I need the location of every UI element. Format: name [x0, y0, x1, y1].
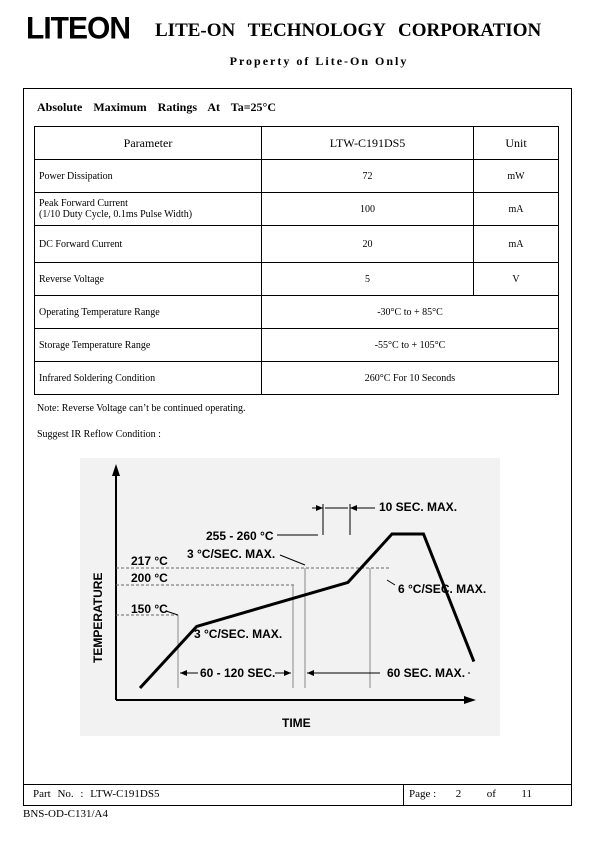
part-number: Part No. : LTW-C191DS5 [33, 788, 160, 800]
header-unit: Unit [474, 127, 559, 160]
annot-60sec: 60 SEC. MAX. [387, 666, 466, 680]
reflow-chart [80, 458, 500, 736]
table-row [35, 362, 559, 395]
property-notice: Property of Lite-On Only [229, 54, 409, 68]
row-param: DC Forward Current [35, 226, 262, 263]
ratings-table [34, 126, 559, 395]
table-row [35, 160, 559, 193]
note-text: Note: Reverse Voltage can’t be continued operating. [37, 403, 246, 414]
row-value: 260°C For 10 Seconds [262, 362, 559, 395]
suggest-text: Suggest IR Reflow Condition : [37, 429, 161, 440]
table-header-row [35, 127, 559, 160]
row-param: Storage Temperature Range [35, 329, 262, 362]
row-unit: mW [474, 160, 559, 193]
header-parameter: Parameter [35, 127, 262, 160]
table-row [35, 329, 559, 362]
y-axis-label: TEMPERATURE [91, 572, 105, 663]
document-code: BNS-OD-C131/A4 [23, 808, 108, 820]
footer-divider [23, 784, 572, 785]
annot-cool-down: 6 °C/SEC. MAX. [398, 582, 487, 596]
section-title: Absolute Maximum Ratings At Ta=25°C [37, 100, 276, 114]
annot-10sec: 10 SEC. MAX. [379, 500, 458, 514]
row-value: -55°C to + 105°C [262, 329, 559, 362]
of-label: of [486, 788, 496, 800]
company-name: LITE-ON TECHNOLOGY CORPORATION [155, 20, 542, 41]
row-param: Infrared Soldering Condition [35, 362, 262, 395]
annot-ramp-up: 3 °C/SEC. MAX. [187, 547, 276, 561]
table-row [35, 296, 559, 329]
table-row [35, 193, 559, 226]
row-value: 100 [262, 193, 474, 226]
page-label: Page : [409, 788, 437, 800]
temp-label-217: 217 °C [131, 554, 168, 568]
x-axis-label: TIME [282, 716, 311, 730]
temp-label-150: 150 °C [131, 602, 168, 616]
row-unit: mA [474, 193, 559, 226]
row-value: 72 [262, 160, 474, 193]
table-row [35, 226, 559, 263]
temp-label-200: 200 °C [131, 571, 168, 585]
annot-60-120: 60 - 120 SEC. [200, 666, 276, 680]
row-param-line2: (1/10 Duty Cycle, 0.1ms Pulse Width) [39, 209, 193, 220]
row-value: -30°C to + 85°C [262, 296, 559, 329]
footer-vertical-divider [403, 784, 404, 806]
header-part: LTW-C191DS5 [262, 127, 474, 160]
row-param: Power Dissipation [35, 160, 262, 193]
row-unit: V [474, 263, 559, 296]
row-value: 5 [262, 263, 474, 296]
table-row [35, 263, 559, 296]
page-number: 2 [455, 788, 462, 800]
row-value: 20 [262, 226, 474, 263]
liteon-logo: LITEON [26, 11, 130, 46]
page-total: 11 [521, 788, 532, 800]
temp-label-peak: 255 - 260 °C [206, 529, 274, 543]
row-param: Reverse Voltage [35, 263, 262, 296]
row-unit: mA [474, 226, 559, 263]
page-indicator [409, 788, 532, 800]
row-param: Operating Temperature Range [35, 296, 262, 329]
row-param-line1: Peak Forward Current [39, 198, 128, 209]
annot-preheat-ramp: 3 °C/SEC. MAX. [194, 627, 283, 641]
row-param [35, 193, 262, 226]
